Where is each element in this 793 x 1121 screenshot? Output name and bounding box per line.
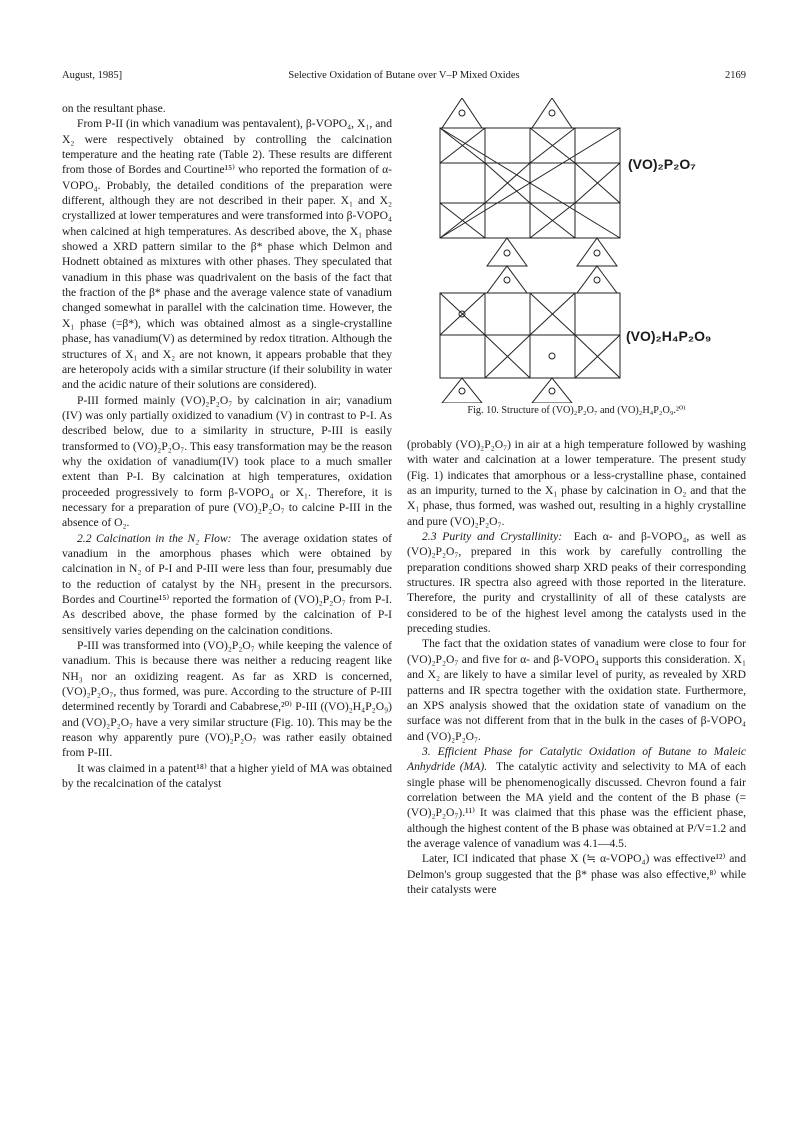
section-heading: 2.2 Calcination in the N₂ Flow:	[77, 531, 232, 545]
paragraph: (probably (VO)₂P₂O₇) in air at a high temperature followed by washing with water and calcination at a lower temperature. The present study (Fig. 1) indicates that amorphous or a less-crystalline phase, contained as an impurity, turned to the X₁ phase by calcination in O₂ and that the X₁ phase, thus formed, was washed out, resulting in a highly crystalline and pure (VO)₂P₂O₇.	[407, 438, 746, 528]
paragraph: P-III formed mainly (VO)₂P₂O₇ by calcination in air; vanadium (IV) was only partially oxidized to vanadium (V) in contrast to P-I. As described below, due to a similarity in structure, P-III is easily transformed to (VO)₂P₂O₇. This easy transformation may be the reason why the oxidation of vanadium(IV) took place to a much smaller extent than P-I. By calcination at high temperatures, oxidation proceeded progressively to form β-VOPO₄ or X₁. Therefore, it is necessary for a preparation of pure (VO)₂P₂O₇ to calcine P-III in the absence of O₂.	[62, 393, 393, 530]
running-header	[62, 70, 746, 84]
paragraph-text: The average oxidation states of vanadium in the amorphous phases which were obtained by calcination in N₂ of P-I and P-III were less than four, presumably due to the reduction of catalyst by the NH₃ present in the precursors. Bordes and Courtine¹⁵⁾ reported the formation of (VO)₂P₂O₇ from P-I. As described above, the phase formed by the calcination of P-I sensitively varies depending on the calcination conditions.	[62, 531, 393, 637]
left-column	[62, 101, 392, 791]
paragraph: From P-II (in which vanadium was pentavalent), β-VOPO₄, X₁, and X₂ were respectively obtained by controlling the calcination temperature and the heating rate (Table 2). These results are different from those of Bordes and Courtine¹⁵⁾ who reported the formation of α-VOPO₄. Probably, the detailed conditions of the preparation were different, although they are not described in their paper. X₁ and X₂ crystallized at lower temperatures and were transformed into β-VOPO₄ when calcined at high temperatures. As described above, the X₁ phase showed a XRD pattern similar to the β* phase which Delmon and Hodnett obtained as mixtures with other phases. They speculated that vanadium in this phase was quadrivalent on the basis of the fact that the fraction of the β* phase and the average valence state of vanadium changed somewhat in parallel with the calcination time. However, the X₁ phase (=β*), which was obtained almost as a single-crystalline phase, has vanadium(V) as determined by redox titration. Although the structures of X₁ and X₂ are not known, it appears probable that they are heteropoly acids with a similar structure (if their solubility in water and the acidic nature of their solutions are considered).	[62, 117, 392, 392]
figure-10	[420, 98, 740, 418]
section-heading: 2.3 Purity and Crystallinity:	[422, 530, 563, 544]
paragraph: on the resultant phase.	[62, 102, 166, 115]
paragraph-text: Each α- and β-VOPO₄, as well as (VO)₂P₂O₇, prepared in this work by carefully controlling the preparation conditions showed sharp XRD peaks of their corresponding structures. IR spectra also agreed with those reported in the literature. Therefore, the purity and crystallinity of all of these catalysts are considered to be of the highest level among the catalysts used in the preceding studies.	[407, 530, 746, 636]
paragraph-section-2-3	[407, 529, 746, 636]
vo2h4p2o9-lattice	[440, 266, 620, 403]
right-column	[407, 437, 746, 897]
paragraph-section-2-2	[62, 531, 392, 638]
formula-label-bottom: (VO)₂H₄P₂O₉	[626, 328, 712, 344]
section-heading: 3. Efficient Phase for Catalytic Oxidation of Butane to Maleic Anhydride (MA).	[407, 744, 746, 774]
structure-diagram	[420, 98, 740, 403]
paragraph-section-3	[407, 744, 746, 851]
header-date: August, 1985]	[62, 70, 123, 81]
vo2p2o7-lattice	[440, 98, 620, 266]
formula-label-top: (VO)₂P₂O₇	[628, 156, 696, 172]
paragraph: It was claimed in a patent¹⁸⁾ that a higher yield of MA was obtained by the recalcination of the catalyst	[62, 761, 392, 791]
header-title: Selective Oxidation of Butane over V–P Mixed Oxides	[288, 70, 520, 81]
paragraph-text: The catalytic activity and selectivity to MA of each single phase will be phenomenogically discussed. Chevron found a fair correlation between the MA yield and the content of the B phase (=(VO)₂P₂O₇).¹¹⁾ It was claimed that this phase was the efficient phase, although the highest content of the B phase was obtained at P/V=1.2 and the average valence of vanadium was 4.1—4.5.	[407, 760, 746, 850]
figure-caption: Fig. 10. Structure of (VO)₂P₂O₇ and (VO)₂H₄P₂O₉.²⁰⁾	[467, 405, 686, 416]
page-number: 2169	[725, 70, 746, 81]
paragraph: Later, ICI indicated that phase X (≒ α-VOPO₄) was effective¹²⁾ and Delmon's group suggested that the β* phase was also effective,⁸⁾ while their catalysts were	[407, 852, 746, 896]
paragraph: P-III was transformed into (VO)₂P₂O₇ while keeping the valence of vanadium. This is because there was neither a reducing reagent like NH₃ nor an oxidizing reagent. As far as XRD is concerned, (VO)₂P₂O₇, thus formed, was pure. According to the structure of P-III determined recently by Torardi and Cababrese,²⁰⁾ P-III ((VO)₂H₄P₂O₉) and (VO)₂P₂O₇ have a very similar structure (Fig. 10). This may be the reason why apparently pure (VO)₂P₂O₇ was rather easily obtained from P-III.	[62, 639, 392, 760]
paragraph: The fact that the oxidation states of vanadium were close to four for (VO)₂P₂O₇ and five for α- and β-VOPO₄ supports this consideration. X₁ and X₂ are likely to have a similar level of purity, as revealed by XRD patterns and IR spectra together with the oxidation state. Furthermore, an XPS analysis showed that the oxidation state of vanadium on the surface was not different from that in the bulk in the cases of β-VOPO₄ and (VO)₂P₂O₇.	[407, 637, 746, 743]
